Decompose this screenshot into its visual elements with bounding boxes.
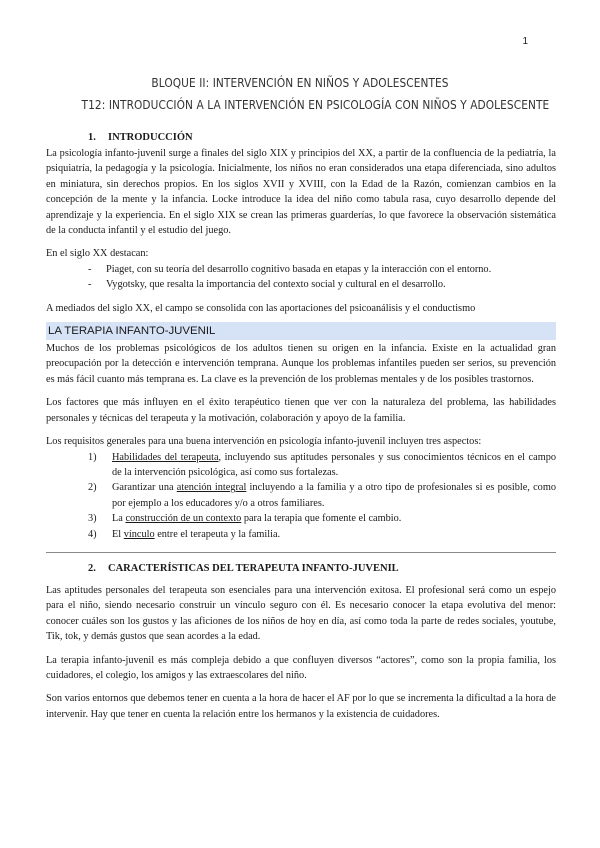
paragraph: Muchos de los problemas psicológicos de los adultos tienen su origen en la infancia. Existe en la actualidad gran preocupación por la detección e intervención temprana. Aunque los problemas infantiles pueden ser serios, su prevención es más fácil cuanto más temprana es. La clave es la prevención de los problemas mentales y de los posibles trastornos. (46, 343, 556, 385)
divider (46, 552, 556, 553)
list-item: 4) El vínculo entre el terapeuta y la familia. (88, 528, 281, 540)
section-number: 2. (88, 562, 96, 574)
list-item: 3) La construcción de un contexto para la terapia que fomente el cambio. (88, 513, 402, 525)
section-heading-caracteristicas (46, 561, 556, 577)
list-item: 1) Habilidades del terapeuta, incluyendo sus aptitudes personales y sus conocimientos técnicos en el campo de la intervención psicológica, así como sus fortalezas. (88, 451, 557, 478)
paragraph: Son varios entornos que debemos tener en cuenta a la hora de hacer el AF por lo que se incrementa la dificultad a la hora de intervenir. Hay que tener en cuenta la relación entre los hermanos y la existencia de cuidadores. (46, 693, 556, 720)
page-number: 1 (522, 36, 528, 47)
highlighted-heading-terapia: LA TERAPIA INFANTO-JUVENIL (46, 322, 556, 340)
paragraph: Los requisitos generales para una buena intervención en psicología infanto-juvenil incluyen tres aspectos: (46, 436, 482, 448)
topic-title: T12: INTRODUCCIÓN A LA INTERVENCIÓN EN PSICOLOGÍA CON NIÑOS Y ADOLESCENTE (81, 98, 550, 112)
list-item: 2) Garantizar una atención integral incluyendo a la familia y a otro tipo de profesionales si es posible, como por ejemplo a los educadores y/o a otros familiares. (88, 482, 556, 509)
requirements-list (46, 450, 556, 542)
paragraph: La terapia infanto-juvenil es más compleja debido a que confluyen diversos “actores”, como son la propia familia, los cuidadores, el colegio, los amigos y las extraescolares del niño. (46, 654, 556, 681)
paragraph: Los factores que más influyen en el éxito terapéutico tienen que ver con la naturaleza del problema, las habilidades personales y técnicas del terapeuta y la motivación, colaboración y apoyo de la familia. (46, 397, 556, 424)
list-item: - Piaget, con su teoría del desarrollo cognitivo basada en etapas y la interacción con el entorno. (88, 262, 556, 277)
bullet-list (46, 262, 556, 293)
section-heading-introduccion (46, 130, 556, 146)
paragraph: La psicología infanto-juvenil surge a finales del siglo XIX y principios del XX, a partir de la confluencia de la pediatría, la psiquiatría, la pedagogía y la psicología. Inicialmente, los niños no eran considerados una etapa diferenciada, sino adultos en miniatura, sin derechos propios. En los siglos XVII y XVIII, con la Edad de la Razón, comienzan cambios en la concepción de la mente y la infancia. Locke introduce la idea del niño como tabula rasa, cuyo desarrollo depende del aprendizaje y la experiencia. En el siglo XIX se crean las primeras guarderías, lo que favorece la observación sistemática de la conducta infantil y el estudio del juego. (46, 148, 556, 237)
document-titles (46, 72, 554, 116)
section-title: INTRODUCCIÓN (108, 132, 193, 143)
paragraph: Las aptitudes personales del terapeuta son esenciales para una intervención exitosa. El profesional será como un espejo para el niño, siendo necesario construir un vínculo seguro con él. Es necesario conocer la etapa evolutiva del menor: conocer cuáles son los gustos y las aficiones de los niños de hoy en día, así como toda la parte de redes sociales, youtube, Tik, tok, y demás gustos que sean acordes a la edad. (46, 584, 556, 643)
paragraph: A mediados del siglo XX, el campo se consolida con las aportaciones del psicoanálisis y el conductismo (46, 302, 476, 314)
list-item: - Vygotsky, que resalta la importancia del contexto social y cultural en el desarrollo. (88, 277, 556, 292)
section-title: CARACTERÍSTICAS DEL TERAPEUTA INFANTO-JUVENIL (108, 562, 399, 574)
document-body (46, 130, 556, 722)
block-title: BLOQUE II: INTERVENCIÓN EN NIÑOS Y ADOLESCENTES (151, 76, 449, 90)
paragraph: En el siglo XX destacan: (46, 248, 149, 260)
section-number: 1. (88, 132, 96, 143)
